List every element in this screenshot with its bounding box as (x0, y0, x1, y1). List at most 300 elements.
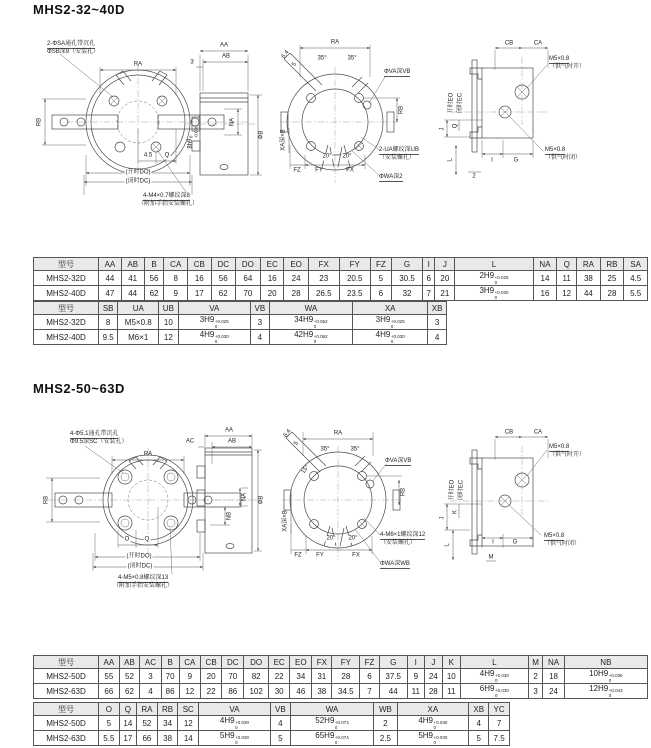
value-cell: 42H9 +0.062 0 (269, 330, 352, 345)
column-header: K (442, 656, 460, 669)
side-view-art-2 (190, 434, 262, 553)
dim-5-label: 5 (293, 440, 300, 447)
value-cell: 17 (119, 731, 136, 746)
dim-cb-label: CB (504, 429, 514, 436)
dim-fz-label: FZ (294, 552, 302, 559)
value-cell: 2 (528, 669, 543, 684)
angle-35-left-label: 35° (320, 446, 330, 453)
value-cell: 5.5 (624, 286, 648, 301)
value-cell: 38 (312, 684, 332, 699)
dim-ra-rear-label: RA (333, 430, 343, 437)
value-cell: 41 (121, 271, 144, 286)
angle-35-right-label: 35° (347, 55, 357, 62)
column-header: RB (157, 703, 178, 716)
value-cell: 28 (424, 684, 442, 699)
value-cell: 8 (99, 315, 118, 330)
value-cell: 6 (370, 286, 391, 301)
dim-na-label: NA (229, 117, 236, 127)
column-header: L (455, 258, 533, 271)
mount-hole-note-line2: Φ9.5深SC（安装孔） (70, 439, 128, 445)
angle-35-left-label: 35° (317, 55, 327, 62)
value-cell: 3 (140, 669, 161, 684)
thread-note-line2: （附加手指安装螺孔） (113, 583, 174, 589)
dim-3-label: 3 (190, 59, 194, 66)
tolerance-script: +0.030 0 (494, 290, 509, 300)
value-cell: 22 (200, 684, 221, 699)
value-cell: 5 (270, 731, 290, 746)
value-cell: 5 (370, 271, 391, 286)
thread-note-line1: 4-M5×0.8螺纹深13 (118, 575, 169, 581)
ua-thread-note-line2: （安装螺孔） (379, 155, 416, 161)
value-cell: 3 (528, 684, 543, 699)
column-header: WA (269, 302, 352, 315)
column-header: J (424, 656, 442, 669)
tolerance-script: +0.030 0 (433, 720, 448, 730)
column-header: WB (374, 703, 397, 716)
dimension-table-50-63-main (33, 655, 648, 699)
finger-width-tolerance-label: 8h9 0 -0.036 (187, 125, 198, 149)
angle-20-right-label: 20° (342, 153, 352, 160)
value-cell: 18 (543, 669, 564, 684)
dim-rb-rear-label: RB (400, 487, 407, 497)
dim-q-port-label: Q (452, 123, 459, 129)
table-row (34, 330, 447, 345)
value-cell: 24 (424, 669, 442, 684)
port-close-note-line1: M5×0.8 (545, 147, 566, 153)
drawing-mhs2-50-63 (0, 408, 651, 652)
dimension-table-50-63-secondary (33, 702, 510, 746)
column-header: CA (164, 258, 188, 271)
value-cell: 37.5 (379, 669, 407, 684)
dim-l-label: L (444, 543, 451, 547)
dim-ra-rear-label: RA (330, 39, 340, 46)
section-title-mhs2-50-63: MHS2-50~63D (33, 381, 125, 396)
value-cell: 44 (379, 684, 407, 699)
dim-ab-label: AB (227, 438, 237, 445)
column-header: EO (290, 656, 312, 669)
column-header: FX (312, 656, 332, 669)
value-cell: 2H9 +0.025 0 (455, 271, 533, 286)
column-header: DO (235, 258, 260, 271)
tolerance-script: +0.036 0 (608, 673, 623, 683)
value-cell: 17 (188, 286, 212, 301)
tolerance-script: +0.025 0 (390, 319, 405, 329)
value-cell: 20 (260, 286, 284, 301)
value-cell: 4H9 +0.030 0 (397, 716, 469, 731)
value-cell: 38 (577, 271, 601, 286)
value-cell: 32 (392, 286, 423, 301)
value-cell: 5 (99, 716, 120, 731)
value-cell: 20.5 (339, 271, 370, 286)
value-cell: 4H9 +0.030 0 (460, 669, 528, 684)
dim-i-label: I (492, 539, 494, 546)
value-cell: 14 (119, 716, 136, 731)
value-cell: 3 (250, 315, 269, 330)
value-cell: 4 (270, 716, 290, 731)
value-cell: 5H9 +0.030 0 (199, 731, 271, 746)
value-cell: 10 (159, 315, 178, 330)
column-header: B (144, 258, 164, 271)
angle-35-right-label: 35° (350, 446, 360, 453)
table-row (34, 669, 648, 684)
dim-k-label: K (452, 509, 459, 515)
tolerance-script: +0.043 0 (608, 688, 623, 698)
column-header: O (99, 703, 120, 716)
column-header: VA (199, 703, 271, 716)
port-open-note-line1: M5×0.8 (549, 444, 570, 450)
column-header: I (423, 258, 435, 271)
value-cell: 2 (374, 716, 397, 731)
xa-keyway-label: XA深×B (280, 129, 287, 151)
table-row (34, 286, 648, 301)
value-cell: 3H9 +0.030 0 (455, 286, 533, 301)
port-open-note-line1: M5×0.8 (549, 56, 570, 62)
mount-hole-note-line2: ΦSB深9（安装孔） (47, 49, 100, 55)
value-cell: 20 (200, 669, 221, 684)
column-header: CB (188, 258, 212, 271)
value-cell: 3H9 +0.025 0 (178, 315, 250, 330)
port-close-note-line1: M5×0.8 (544, 533, 565, 539)
value-cell: 56 (144, 271, 164, 286)
value-cell: 25 (600, 271, 624, 286)
value-cell: 12 (178, 716, 199, 731)
dimension-table-32-40-secondary (33, 301, 447, 345)
value-cell: 82 (244, 669, 269, 684)
value-cell: 44 (121, 286, 144, 301)
dim-rb-rear-label: RB (398, 105, 405, 115)
thread-note-line2: （附加手指安装螺孔） (138, 201, 199, 207)
column-header: NB (564, 656, 647, 669)
column-header: XA (397, 703, 469, 716)
mount-hole-note-line1: 4-Φ5.1通孔带沉孔 (70, 431, 119, 437)
tolerance-script: +0.030 0 (235, 720, 249, 730)
value-cell: 5.5 (99, 731, 120, 746)
dim-l-label: L (447, 158, 454, 162)
model-cell: MHS2-32D (34, 315, 99, 330)
va-hole-note: ΦVA深VB (385, 458, 412, 464)
dim-phi-b-label: ΦB (258, 495, 265, 505)
value-cell: 62 (211, 286, 235, 301)
dim-5-label: 5 (291, 61, 298, 68)
column-header: FZ (370, 258, 391, 271)
value-cell: 6 (360, 669, 379, 684)
column-header: EC (269, 656, 290, 669)
value-cell: 6H9 +0.030 0 (460, 684, 528, 699)
value-cell: 30 (269, 684, 290, 699)
value-cell: 66 (137, 731, 158, 746)
column-header: WA (290, 703, 373, 716)
section-title-mhs2-32-40: MHS2-32~40D (33, 2, 125, 17)
column-header: FZ (360, 656, 379, 669)
dim-fz-label: FZ (293, 167, 301, 174)
value-cell: 34H9 +0.062 0 (269, 315, 352, 330)
tolerance-script: +0.074 0 (334, 720, 349, 730)
value-cell: 64 (235, 271, 260, 286)
value-cell: 56 (211, 271, 235, 286)
value-cell: 86 (161, 684, 179, 699)
dim-ra-label: RA (143, 451, 153, 458)
dim-ca-label: CA (533, 429, 543, 436)
mount-hole-note-line1: 2-ΦSA通孔带沉孔 (47, 41, 96, 47)
value-cell: 23.5 (339, 286, 370, 301)
header-row (34, 656, 648, 669)
dim-ac-label: AC (185, 438, 195, 445)
angle-15-label: 15° (300, 464, 311, 476)
column-header: I (407, 656, 424, 669)
value-cell: 2.5 (374, 731, 397, 746)
column-header: AB (121, 258, 144, 271)
value-cell: 47 (99, 286, 122, 301)
dim-rb-label: RB (43, 495, 50, 505)
column-header: XB (428, 302, 447, 315)
header-row (34, 302, 447, 315)
column-header: UA (118, 302, 159, 315)
value-cell: 34 (290, 669, 312, 684)
tolerance-script: +0.030 0 (494, 673, 509, 683)
column-header: XB (469, 703, 489, 716)
dim-rb-label: RB (36, 117, 43, 127)
value-cell: 31 (312, 669, 332, 684)
value-cell: 26.5 (308, 286, 339, 301)
dim-cb-label: CB (504, 40, 514, 47)
table-row (34, 731, 510, 746)
value-cell: 102 (244, 684, 269, 699)
value-cell: 3 (428, 315, 447, 330)
value-cell: 4 (469, 716, 489, 731)
tolerance-script: +0.030 0 (494, 688, 509, 698)
table-row (34, 315, 447, 330)
column-header: VB (270, 703, 290, 716)
value-cell: 4 (140, 684, 161, 699)
dim-g-label: G (512, 539, 518, 546)
value-cell: 3H9 +0.025 0 (353, 315, 428, 330)
va-hole-note: ΦVA深VB (384, 69, 411, 75)
drawing-mhs2-32-40 (0, 25, 651, 253)
open-do-label: (开时DO) (126, 553, 152, 560)
value-cell: M5×0.8 (118, 315, 159, 330)
open-eo-label: 开时EO (449, 479, 456, 501)
column-header: 型号 (34, 302, 99, 315)
column-header: FX (308, 258, 339, 271)
column-header: AB (119, 656, 140, 669)
value-cell: 9.5 (99, 330, 118, 345)
value-cell: 4 (428, 330, 447, 345)
model-cell: MHS2-63D (34, 731, 99, 746)
dim-6-4-label: 6.4 (280, 49, 291, 60)
dim-2-label: 2 (472, 173, 476, 180)
column-header: CB (200, 656, 221, 669)
column-header: J (435, 258, 455, 271)
value-cell: 4H9 +0.030 0 (178, 330, 250, 345)
tolerance-script: +0.030 0 (433, 735, 448, 745)
column-header: SC (178, 703, 199, 716)
model-cell: MHS2-40D (34, 330, 99, 345)
dim-q-label: Q (144, 536, 150, 543)
angle-20-left-label: 20° (322, 153, 332, 160)
value-cell: 70 (161, 669, 179, 684)
wa-hole-note: ΦWA深2 (379, 174, 403, 180)
dim-g-label: G (513, 157, 519, 164)
column-header: M (528, 656, 543, 669)
column-header: AA (99, 258, 122, 271)
value-cell: 34.5 (332, 684, 360, 699)
column-header: RB (600, 258, 624, 271)
column-header: SB (99, 302, 118, 315)
value-cell: 70 (222, 669, 244, 684)
dim-aa-label: AA (224, 427, 234, 434)
column-header: EO (284, 258, 308, 271)
value-cell: 4.5 (624, 271, 648, 286)
value-cell: 14 (178, 731, 199, 746)
value-cell: 24 (284, 271, 308, 286)
column-header: FY (332, 656, 360, 669)
column-header: YC (489, 703, 510, 716)
column-header: NA (543, 656, 564, 669)
tolerance-script: +0.025 0 (214, 319, 229, 329)
value-cell: 11 (442, 684, 460, 699)
value-cell: 16 (260, 271, 284, 286)
tolerance-script: +0.074 0 (334, 735, 349, 745)
open-eo-label: 开时EO (448, 92, 455, 114)
dim-o-label: O (124, 536, 130, 543)
tolerance-script: +0.030 0 (214, 334, 229, 344)
dim-fx-label: FX (352, 552, 360, 559)
wa-hole-note: ΦWA深WB (380, 561, 410, 567)
dim-q-label: Q (164, 152, 170, 159)
column-header: 型号 (34, 258, 99, 271)
tolerance-script: +0.030 0 (235, 735, 249, 745)
value-cell: 11 (557, 271, 577, 286)
model-cell: MHS2-32D (34, 271, 99, 286)
value-cell: 9 (407, 669, 424, 684)
side-view-art (186, 51, 262, 175)
port-open-note-line2: （供气时开） (549, 64, 586, 70)
header-row (34, 258, 648, 271)
value-cell: 65H9 +0.074 0 (290, 731, 373, 746)
thread-note-line1: 4-M4×0.7螺纹深8 (143, 193, 190, 199)
column-header: XA (353, 302, 428, 315)
table-row (34, 716, 510, 731)
column-header: B (161, 656, 179, 669)
closed-dc-label: (闭时DC) (125, 178, 151, 185)
closed-ec-label: 闭时EC (458, 479, 465, 501)
dim-j-label: J (439, 516, 446, 520)
value-cell: 12H9 +0.043 0 (564, 684, 647, 699)
value-cell: 12 (159, 330, 178, 345)
column-header: G (379, 656, 407, 669)
column-header: AC (140, 656, 161, 669)
value-cell: 52 (137, 716, 158, 731)
tolerance-script: +0.025 0 (494, 275, 509, 285)
value-cell: 70 (235, 286, 260, 301)
value-cell: 46 (290, 684, 312, 699)
value-cell: 52 (119, 669, 140, 684)
value-cell: 7 (360, 684, 379, 699)
dim-4-5-label: 4.5 (143, 152, 153, 159)
angle-20-left-label: 20° (326, 535, 336, 542)
value-cell: 24 (543, 684, 564, 699)
value-cell: 4H9 +0.030 0 (199, 716, 271, 731)
value-cell: 10 (442, 669, 460, 684)
column-header: 型号 (34, 703, 99, 716)
tolerance-script: +0.062 0 (313, 319, 328, 329)
dim-fy-label: FY (315, 167, 323, 174)
m6-thread-note-line1: 4-M6×1螺纹深12 (380, 532, 426, 538)
dim-phi-b-label: ΦB (258, 130, 265, 140)
ua-thread-note-line1: 2-UA螺纹深UB (379, 147, 420, 153)
tolerance-script: 0 -0.036 (188, 125, 198, 139)
model-cell: MHS2-50D (34, 716, 99, 731)
dim-i-label: I (491, 157, 493, 164)
value-cell: 38 (157, 731, 178, 746)
value-cell: 34 (157, 716, 178, 731)
value-cell: 62 (144, 286, 164, 301)
angle-20-right-label: 20° (348, 535, 358, 542)
column-header: Q (119, 703, 136, 716)
value-cell: 6 (423, 271, 435, 286)
dim-ca-label: CA (533, 40, 543, 47)
value-cell: 55 (99, 669, 120, 684)
model-cell: MHS2-40D (34, 286, 99, 301)
column-header: RA (137, 703, 158, 716)
port-close-note-line2: （供气时闭） (545, 155, 582, 161)
tolerance-script: +0.030 0 (390, 334, 405, 344)
header-row (34, 703, 510, 716)
value-cell: 30.5 (392, 271, 423, 286)
column-header: DO (244, 656, 269, 669)
value-cell: 28 (332, 669, 360, 684)
closed-ec-label: 闭时EC (457, 92, 464, 114)
column-header: NA (533, 258, 557, 271)
dim-fx-label: FX (346, 167, 354, 174)
model-cell: MHS2-50D (34, 669, 99, 684)
value-cell: 86 (222, 684, 244, 699)
port-open-note-line2: （供气时开） (549, 452, 586, 458)
open-do-label: (开时DO) (125, 169, 151, 176)
value-cell: 9 (164, 286, 188, 301)
value-cell: 21 (435, 286, 455, 301)
value-cell: 7 (489, 716, 510, 731)
column-header: Q (557, 258, 577, 271)
dimension-table-32-40-main (33, 257, 648, 301)
port-close-note-line2: （供气时闭） (544, 541, 581, 547)
value-cell: 14 (533, 271, 557, 286)
column-header: SA (624, 258, 648, 271)
column-header: 型号 (34, 656, 99, 669)
dim-na-label: NA (241, 492, 248, 502)
column-header: DC (211, 258, 235, 271)
value-cell: 12 (557, 286, 577, 301)
dim-j-label: J (439, 127, 446, 131)
xa-keyway-label: XA深×B (282, 510, 289, 532)
value-cell: 22 (269, 669, 290, 684)
value-cell: 7 (423, 286, 435, 301)
dim-8-4-label: 8.4 (282, 428, 293, 439)
dim-fy-label: FY (316, 552, 324, 559)
value-cell: 5 (469, 731, 489, 746)
column-header: G (392, 258, 423, 271)
value-cell: 20 (435, 271, 455, 286)
column-header: EC (260, 258, 284, 271)
value-cell: 10H9 +0.036 0 (564, 669, 647, 684)
dim-ab-label: AB (221, 53, 231, 60)
model-cell: MHS2-63D (34, 684, 99, 699)
value-cell: 66 (99, 684, 120, 699)
value-cell: 12 (179, 684, 200, 699)
column-header: DC (222, 656, 244, 669)
column-header: CA (179, 656, 200, 669)
column-header: L (460, 656, 528, 669)
